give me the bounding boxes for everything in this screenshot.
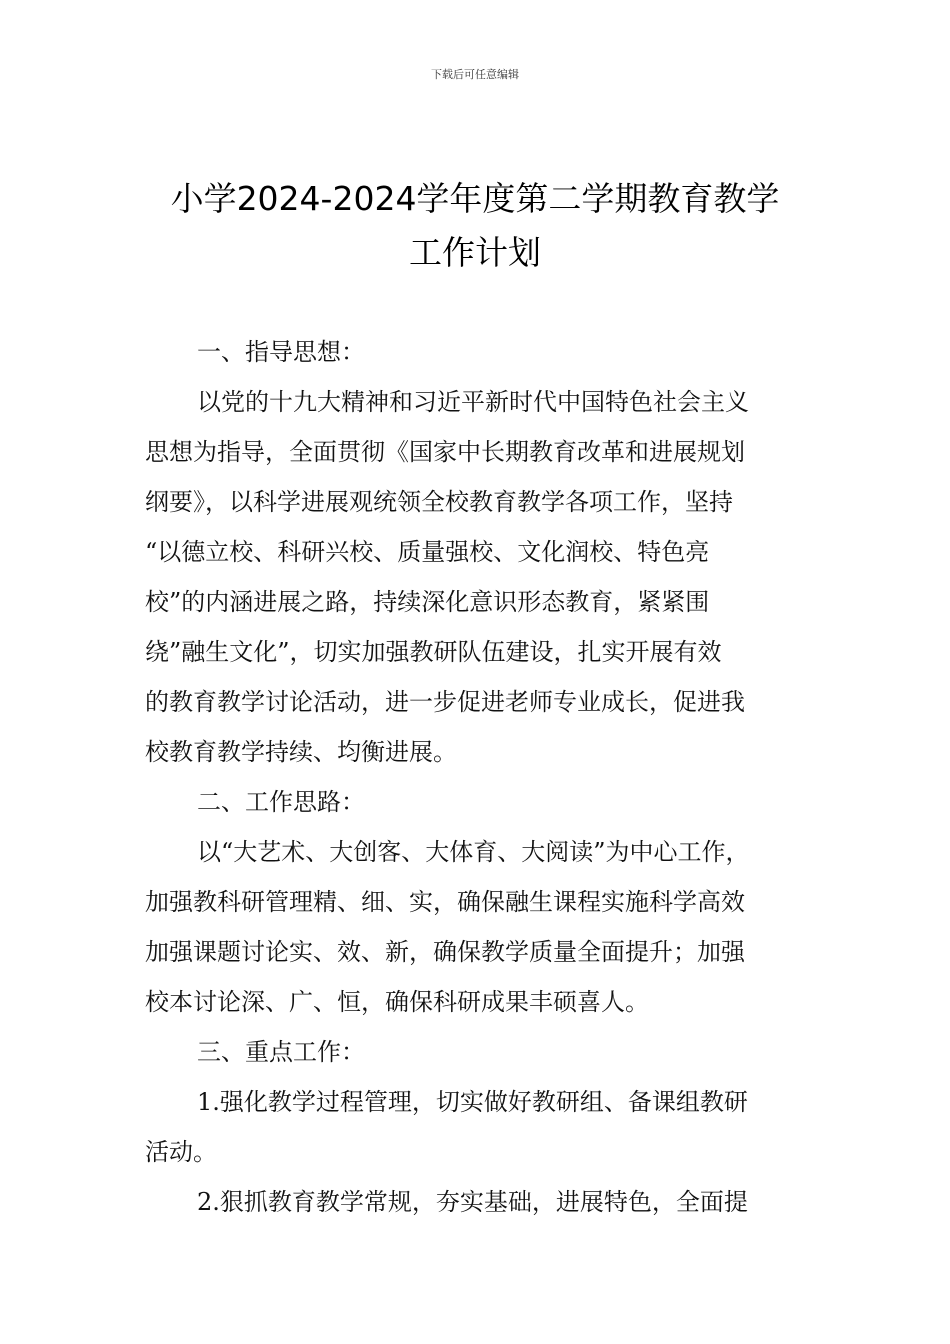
paragraph-line: 校”的内涵进展之路，持续深化意识形态教育，紧紧围	[145, 588, 710, 616]
document-body	[145, 327, 815, 1227]
paragraph-line: 以“大艺术、大创客、大体育、大阅读”为中心工作，	[197, 838, 750, 866]
title-line-2: 工作计划	[409, 233, 541, 272]
section-heading-work-approach: 二、工作思路：	[197, 788, 365, 816]
paragraph-line: 加强教科研管理精、细、实，确保融生课程实施科学高效	[145, 888, 745, 916]
paragraph-line: 加强课题讨论实、效、新，确保教学质量全面提升；加强	[145, 938, 745, 966]
paragraph-line: 思想为指导，全面贯彻《国家中长期教育改革和进展规划	[145, 438, 745, 466]
section-heading-key-work: 三、重点工作：	[197, 1038, 365, 1066]
paragraph-line: 纲要》，以科学进展观统领全校教育教学各项工作，坚持	[145, 488, 733, 516]
paragraph-line: 以党的十九大精神和习近平新时代中国特色社会主义	[197, 388, 749, 416]
header-note: 下载后可任意编辑	[431, 68, 519, 81]
paragraph-line: 校本讨论深、广、恒，确保科研成果丰硕喜人。	[145, 988, 649, 1016]
paragraph-line: 的教育教学讨论活动，进一步促进老师专业成长，促进我	[145, 688, 745, 716]
title-line-1: 小学2024-2024学年度第二学期教育教学	[170, 179, 780, 218]
paragraph-line: “以德立校、科研兴校、质量强校、文化润校、特色亮	[145, 538, 710, 566]
list-item-line: 1.强化教学过程管理，切实做好教研组、备课组教研	[197, 1088, 748, 1116]
paragraph-line: 绕”融生文化”，切实加强教研队伍建设，扎实开展有效	[145, 638, 722, 666]
list-item-line: 2.狠抓教育教学常规，夯实基础，进展特色，全面提	[197, 1188, 748, 1216]
document-title	[90, 172, 860, 280]
list-item-line: 活动。	[145, 1138, 217, 1166]
paragraph-line: 校教育教学持续、均衡进展。	[145, 738, 457, 766]
section-heading-guiding-thought: 一、指导思想：	[197, 338, 365, 366]
